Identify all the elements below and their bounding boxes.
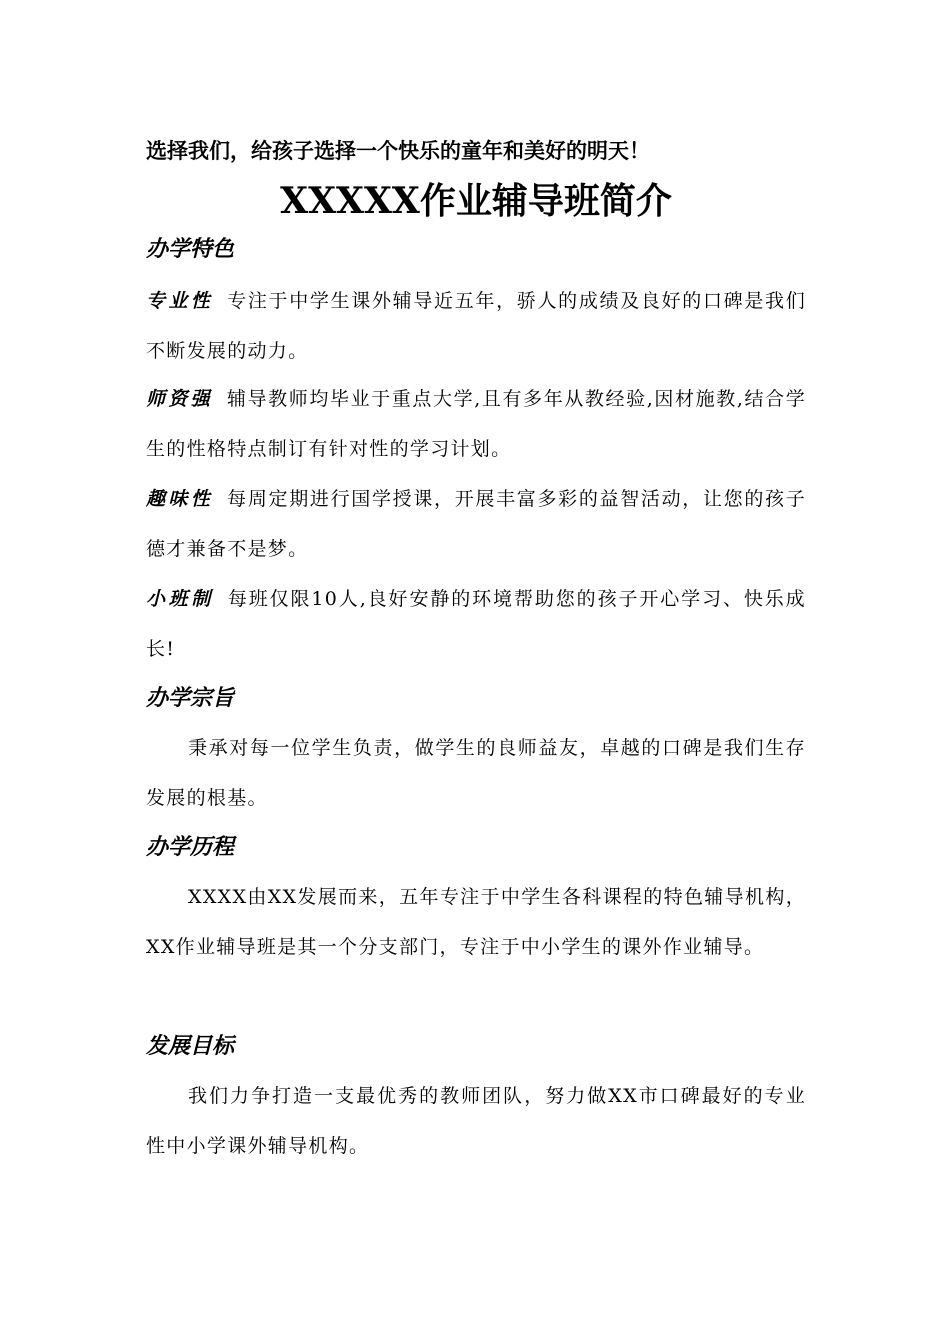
feature-text: 专注于中学生课外辅导近五年，骄人的成绩及良好的口碑是我们不断发展的动力。 <box>146 290 806 362</box>
feature-text: 每班仅限10人,良好安静的环境帮助您的孩子开心学习、快乐成长! <box>146 588 806 660</box>
purpose-heading: 办学宗旨 <box>146 685 235 711</box>
feature-text: 辅导教师均毕业于重点大学,且有多年从教经验,因材施教,结合学生的性格特点制订有针对性的学习计划。 <box>146 388 806 460</box>
feature-fun <box>146 474 806 574</box>
feature-label: 师资强 <box>146 388 213 410</box>
features-heading: 办学特色 <box>146 236 235 262</box>
goal-heading: 发展目标 <box>146 1033 235 1059</box>
history-text: XXXX由XX发展而来，五年专注于中学生各科课程的特色辅导机构，XX作业辅导班是其一个分支部门，专注于中小学生的课外作业辅导。 <box>146 886 806 958</box>
feature-label: 趣味性 <box>146 488 214 510</box>
goal-text: 我们力争打造一支最优秀的教师团队，努力做XX市口碑最好的专业性中小学课外辅导机构。 <box>146 1085 806 1157</box>
feature-label: 小班制 <box>146 588 214 610</box>
feature-small-class <box>146 574 806 674</box>
feature-teachers <box>146 374 806 474</box>
slogan: 选择我们，给孩子选择一个快乐的童年和美好的明天！ <box>146 138 650 163</box>
purpose-text: 秉承对每一位学生负责，做学生的良师益友，卓越的口碑是我们生存发展的根基。 <box>146 737 806 809</box>
feature-professional <box>146 276 806 376</box>
page-title: XXXXX作业辅导班简介 <box>280 180 672 222</box>
feature-label: 专业性 <box>146 290 214 312</box>
feature-text: 每周定期进行国学授课，开展丰富多彩的益智活动，让您的孩子德才兼备不是梦。 <box>146 488 806 560</box>
history-heading: 办学历程 <box>146 834 235 860</box>
